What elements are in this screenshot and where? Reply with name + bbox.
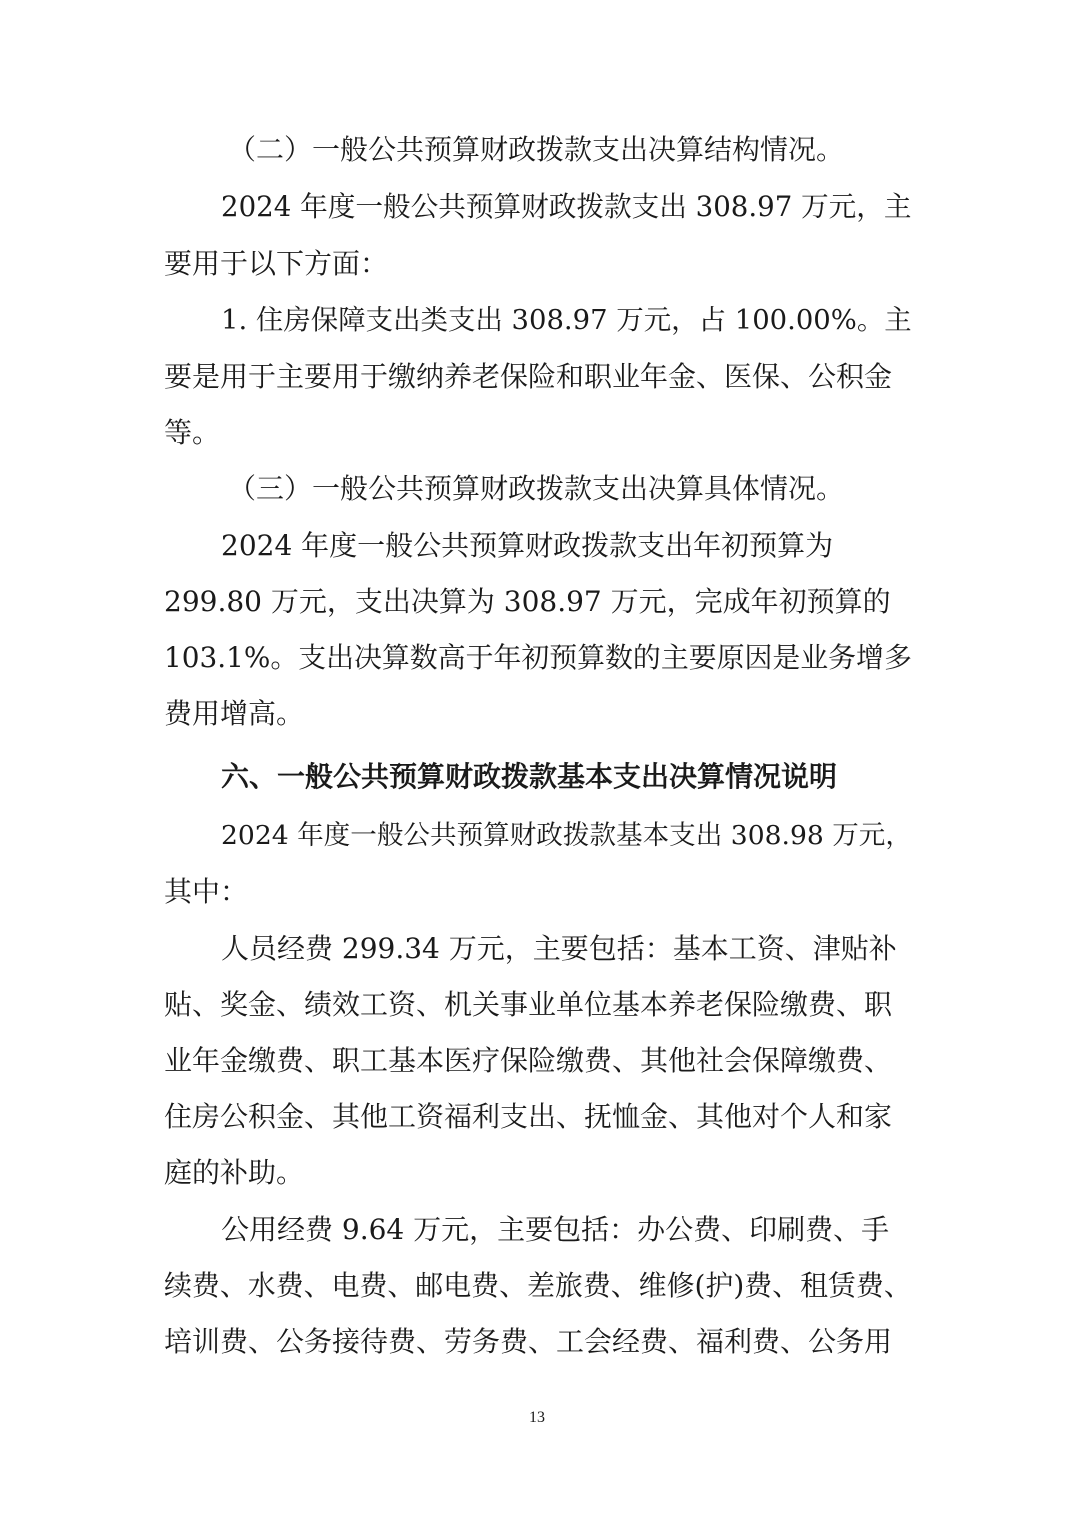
paragraph-line: 2024 年度一般公共预算财政拨款支出年初预算为 <box>221 529 834 562</box>
paragraph-line: 1. 住房保障支出类支出 308.97 万元，占 100.00%。主 <box>221 305 912 336</box>
paragraph-line: 要是用于主要用于缴纳养老保险和职业年金、医保、公积金 <box>164 360 893 393</box>
paragraph-line: 业年金缴费、职工基本医疗保险缴费、其他社会保障缴费、 <box>164 1044 893 1077</box>
paragraph-line: 住房公积金、其他工资福利支出、抚恤金、其他对个人和家 <box>164 1100 893 1133</box>
paragraph-line: 103.1%。支出决算数高于年初预算数的主要原因是业务增多 <box>164 641 912 674</box>
subheading-2: （二）一般公共预算财政拨款支出决算结构情况。 <box>228 133 845 166</box>
paragraph-line: 费用增高。 <box>164 697 305 730</box>
section-heading-6: 六、一般公共预算财政拨款基本支出决算情况说明 <box>221 760 838 793</box>
subheading-3: （三）一般公共预算财政拨款支出决算具体情况。 <box>228 472 845 505</box>
paragraph-line: 续费、水费、电费、邮电费、差旅费、维修(护)费、租赁费、 <box>164 1269 912 1302</box>
paragraph-line: 庭的补助。 <box>164 1156 305 1189</box>
paragraph-line: 2024 年度一般公共预算财政拨款支出 308.97 万元，主 <box>221 190 912 223</box>
paragraph-line: 人员经费 299.34 万元，主要包括：基本工资、津贴补 <box>221 932 897 965</box>
paragraph-line: 等。 <box>164 416 221 449</box>
paragraph-line: 299.80 万元，支出决算为 308.97 万元，完成年初预算的 <box>164 585 891 618</box>
paragraph-line: 培训费、公务接待费、劳务费、工会经费、福利费、公务用 <box>164 1325 893 1358</box>
paragraph-line: 公用经费 9.64 万元，主要包括：办公费、印刷费、手 <box>221 1213 890 1246</box>
paragraph-line: 要用于以下方面： <box>164 247 389 280</box>
paragraph-line: 贴、奖金、绩效工资、机关事业单位基本养老保险缴费、职 <box>164 988 893 1021</box>
paragraph-line: 其中： <box>164 875 249 908</box>
page-number: 13 <box>529 1409 545 1426</box>
paragraph-line: 2024 年度一般公共预算财政拨款基本支出 308.98 万元， <box>221 820 912 851</box>
